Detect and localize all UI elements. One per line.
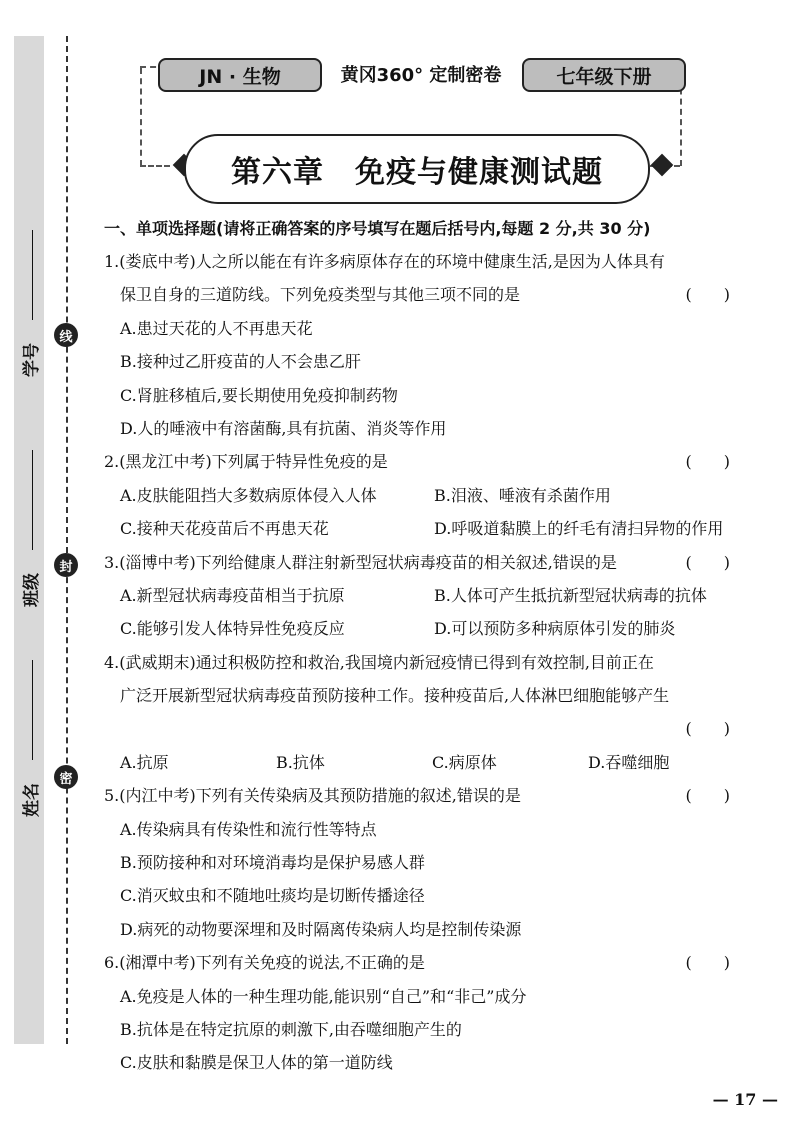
answer-blank[interactable]: ( ) <box>685 552 730 572</box>
option-c: C.接种天花疫苗后不再患天花 <box>120 519 329 539</box>
seal-seal: 封 <box>54 553 78 577</box>
option-d: D.呼吸道黏膜上的纤毛有清扫异物的作用 <box>434 519 724 539</box>
question-stem-row <box>104 779 744 812</box>
option-c: C.病原体 <box>432 752 497 772</box>
option-b: B.人体可产生抵抗新型冠状病毒的抗体 <box>434 585 707 605</box>
option-d: D.人的唾液中有溶菌酶,具有抗菌、消炎等作用 <box>120 418 447 438</box>
class-blank[interactable] <box>32 450 33 550</box>
options-row <box>104 612 744 645</box>
question-6 <box>104 946 744 1080</box>
answer-blank[interactable]: ( ) <box>685 285 730 305</box>
option-b: B.预防接种和对环境消毒均是保护易感人群 <box>120 853 425 873</box>
option-a: A.皮肤能阻挡大多数病原体侵入人体 <box>120 485 377 505</box>
exam-content <box>104 212 744 1080</box>
option-a: A.抗原 <box>120 752 169 772</box>
name-blank[interactable] <box>32 660 33 760</box>
question-1 <box>104 245 744 445</box>
answer-row <box>104 712 744 745</box>
question-stem: 5.(内江中考)下列有关传染病及其预防措施的叙述,错误的是 <box>104 786 521 806</box>
header-frame-bottom-left <box>140 165 170 167</box>
option-b: B.接种过乙肝疫苗的人不会患乙肝 <box>120 352 361 372</box>
question-stem-row <box>104 546 744 579</box>
page-number: — 17 — <box>712 1090 778 1109</box>
option-a: A.免疫是人体的一种生理功能,能识别“自己”和“非己”成分 <box>120 986 527 1006</box>
header-frame-left <box>140 68 142 166</box>
option-c: C.肾脏移植后,要长期使用免疫抑制药物 <box>120 385 398 405</box>
question-stem: 4.(武威期末)通过积极防控和救治,我国境内新冠疫情已得到有效控制,目前正在 <box>104 652 654 672</box>
seal-secret: 密 <box>54 765 78 789</box>
cut-line <box>66 36 68 1044</box>
binding-strip <box>14 36 44 1044</box>
answer-blank[interactable]: ( ) <box>685 719 730 739</box>
question-stem-row <box>104 445 744 478</box>
option-d: D.可以预防多种病原体引发的肺炎 <box>434 619 676 639</box>
answer-blank[interactable]: ( ) <box>685 786 730 806</box>
question-2 <box>104 445 744 545</box>
seal-line: 线 <box>54 323 78 347</box>
option-a: A.患过天花的人不再患天花 <box>120 318 313 338</box>
option-d: D.病死的动物要深埋和及时隔离传染病人均是控制传染源 <box>120 919 522 939</box>
page-title: 第六章 免疫与健康测试题 <box>184 134 650 204</box>
series-name: 黄冈360° 定制密卷 <box>322 58 520 90</box>
option-c: C.皮肤和黏膜是保卫人体的第一道防线 <box>120 1053 393 1073</box>
question-stem: 3.(淄博中考)下列给健康人群注射新型冠状病毒疫苗的相关叙述,错误的是 <box>104 552 617 572</box>
options-row <box>104 579 744 612</box>
question-4 <box>104 646 744 780</box>
option-b: B.泪液、唾液有杀菌作用 <box>434 485 611 505</box>
question-stem: 1.(娄底中考)人之所以能在有许多病原体存在的环境中健康生活,是因为人体具有 <box>104 252 665 271</box>
answer-blank[interactable]: ( ) <box>685 953 730 973</box>
options-row <box>104 479 744 512</box>
class-label: 班级 <box>21 573 42 607</box>
subject-badge: JN · 生物 <box>158 58 322 92</box>
question-stem: 6.(湘潭中考)下列有关免疫的说法,不正确的是 <box>104 953 425 973</box>
question-stem-cont: 广泛开展新型冠状病毒疫苗预防接种工作。接种疫苗后,人体淋巴细胞能够产生 <box>120 686 670 706</box>
question-stem-text: 保卫自身的三道防线。下列免疫类型与其他三项不同的是 <box>120 285 521 305</box>
options-row <box>104 512 744 545</box>
student-id-blank[interactable] <box>32 230 33 320</box>
option-d: D.吞噬细胞 <box>588 752 670 772</box>
answer-blank[interactable]: ( ) <box>685 452 730 472</box>
grade-badge: 七年级下册 <box>522 58 686 92</box>
options-row <box>104 746 744 779</box>
question-stem: 2.(黑龙江中考)下列属于特异性免疫的是 <box>104 452 388 472</box>
option-a: A.新型冠状病毒疫苗相当于抗原 <box>120 585 345 605</box>
question-3 <box>104 546 744 646</box>
section-heading: 一、单项选择题(请将正确答案的序号填写在题后括号内,每题 2 分,共 30 分) <box>104 219 651 238</box>
name-label: 姓名 <box>21 783 42 817</box>
option-b: B.抗体是在特定抗原的刺激下,由吞噬细胞产生的 <box>120 1019 462 1039</box>
option-c: C.能够引发人体特异性免疫反应 <box>120 619 345 639</box>
question-stem-row <box>104 946 744 979</box>
question-stem-cont <box>104 278 744 311</box>
option-b: B.抗体 <box>276 752 325 772</box>
option-a: A.传染病具有传染性和流行性等特点 <box>120 819 377 839</box>
option-c: C.消灭蚊虫和不随地吐痰均是切断传播途径 <box>120 886 425 906</box>
question-5 <box>104 779 744 946</box>
student-id-label: 学号 <box>21 343 42 377</box>
